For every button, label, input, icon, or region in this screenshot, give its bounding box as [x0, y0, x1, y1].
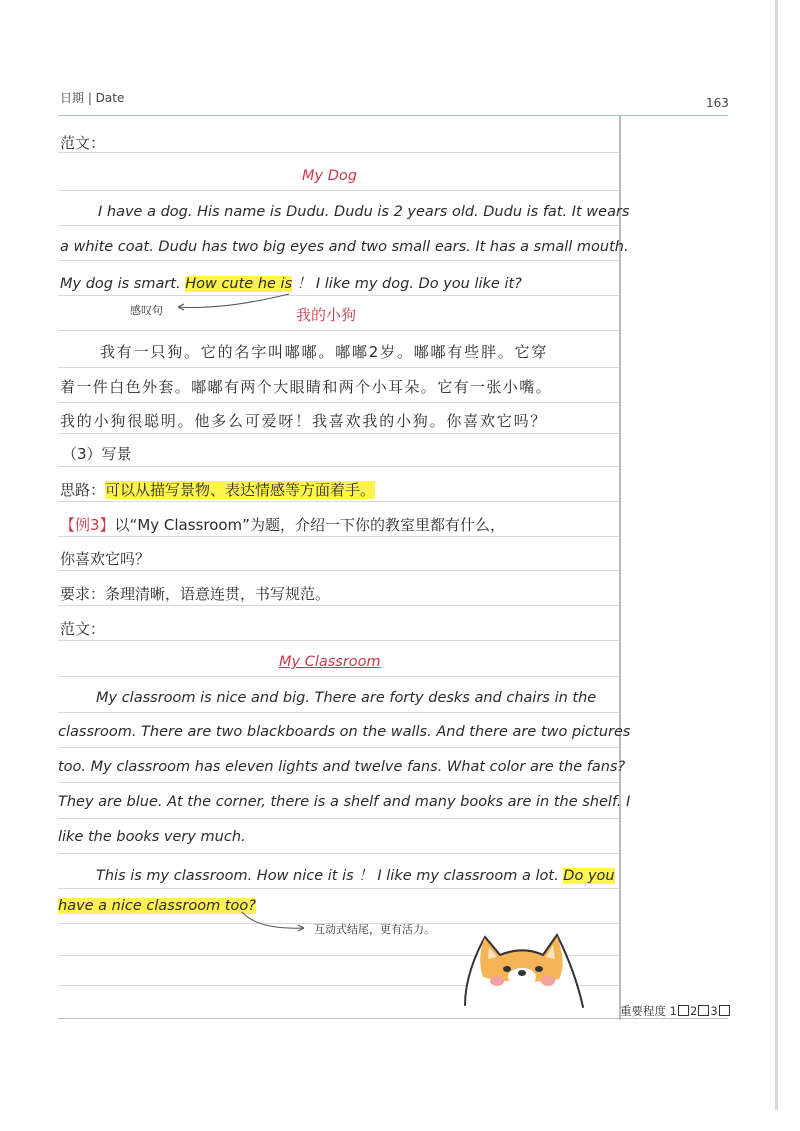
example-line [60, 514, 505, 535]
annotation-interactive-ending: 互动式结尾，更有活力。 [314, 923, 435, 936]
annotation-exclamatory: 感叹句 [130, 304, 163, 317]
page-number: 163 [706, 96, 729, 110]
importance-label: 重要程度 [620, 1004, 666, 1018]
page-edge [775, 0, 778, 1110]
essay-line: a white coat. Dudu has two big eyes and two small ears. It has a small mouth. [60, 239, 629, 255]
importance-rating [620, 1003, 731, 1019]
example-label: 【例3】 [60, 516, 115, 534]
example-line-2: 你喜欢它吗？ [60, 550, 151, 568]
example-text: 以“My Classroom”为题，介绍一下你的教室里都有什么， [114, 516, 505, 534]
cn-title: 我的小狗 [296, 306, 357, 324]
cat-illustration-icon [455, 925, 590, 1015]
date-label: 日期 | Date [60, 91, 125, 105]
idea-label: 思路： [60, 481, 106, 499]
essay-line: My classroom is nice and big. There are forty desks and chairs in the [96, 690, 597, 706]
importance-level: 3 [710, 1004, 718, 1018]
importance-level: 1 [669, 1004, 677, 1018]
sample-label-2: 范文： [60, 620, 106, 638]
highlighted-question: have a nice classroom too? [58, 898, 256, 914]
section-heading: （3）写景 [62, 445, 132, 463]
essay-text: This is my classroom. How nice it is ！ I like my classroom a lot. [96, 868, 564, 884]
sample-label-1: 范文： [60, 134, 106, 152]
importance-level: 2 [689, 1004, 698, 1018]
cn-line: 着一件白色外套。嘟嘟有两个大眼睛和两个小耳朵。它有一张小嘴。 [60, 378, 553, 396]
header-rule [58, 115, 728, 116]
essay-line: like the books very much. [58, 829, 246, 845]
highlighted-question: Do you [563, 868, 615, 884]
essay-text: My dog is smart. [60, 276, 186, 292]
checkbox-icon[interactable] [719, 1005, 730, 1016]
requirement: 要求：条理清晰，语意连贯，书写规范。 [60, 585, 331, 603]
essay-line: They are blue. At the corner, there is a shelf and many books are in the shelf. I [58, 794, 631, 810]
essay-line [58, 898, 256, 914]
essay-line: too. My classroom has eleven lights and twelve fans. What color are the fans? [58, 759, 626, 775]
cn-line: 我的小狗很聪明。他多么可爱呀！我喜欢我的小狗。你喜欢它吗？ [60, 412, 548, 430]
highlighted-exclamation: How cute he is [185, 276, 293, 292]
essay-line: classroom. There are two blackboards on the walls. And there are two pictures [58, 724, 631, 740]
essay-text: ！ I like my dog. Do you like it? [292, 276, 522, 292]
cn-line: 我有一只狗。它的名字叫嘟嘟。嘟嘟2岁。嘟嘟有些胖。它穿 [100, 343, 549, 361]
essay-line [96, 864, 615, 885]
annotation-arrow-icon [174, 290, 294, 314]
checkbox-icon[interactable] [678, 1005, 689, 1016]
annotation-arrow-icon [238, 908, 310, 934]
essay-title-my-classroom: My Classroom [279, 654, 381, 670]
essay-line: I have a dog. His name is Dudu. Dudu is 2 years old. Dudu is fat. It wears [98, 204, 630, 220]
essay-title-my-dog: My Dog [302, 168, 357, 184]
idea-line [60, 479, 375, 500]
checkbox-icon[interactable] [698, 1005, 709, 1016]
idea-text: 可以从描写景物、表达情感等方面着手。 [105, 481, 376, 499]
